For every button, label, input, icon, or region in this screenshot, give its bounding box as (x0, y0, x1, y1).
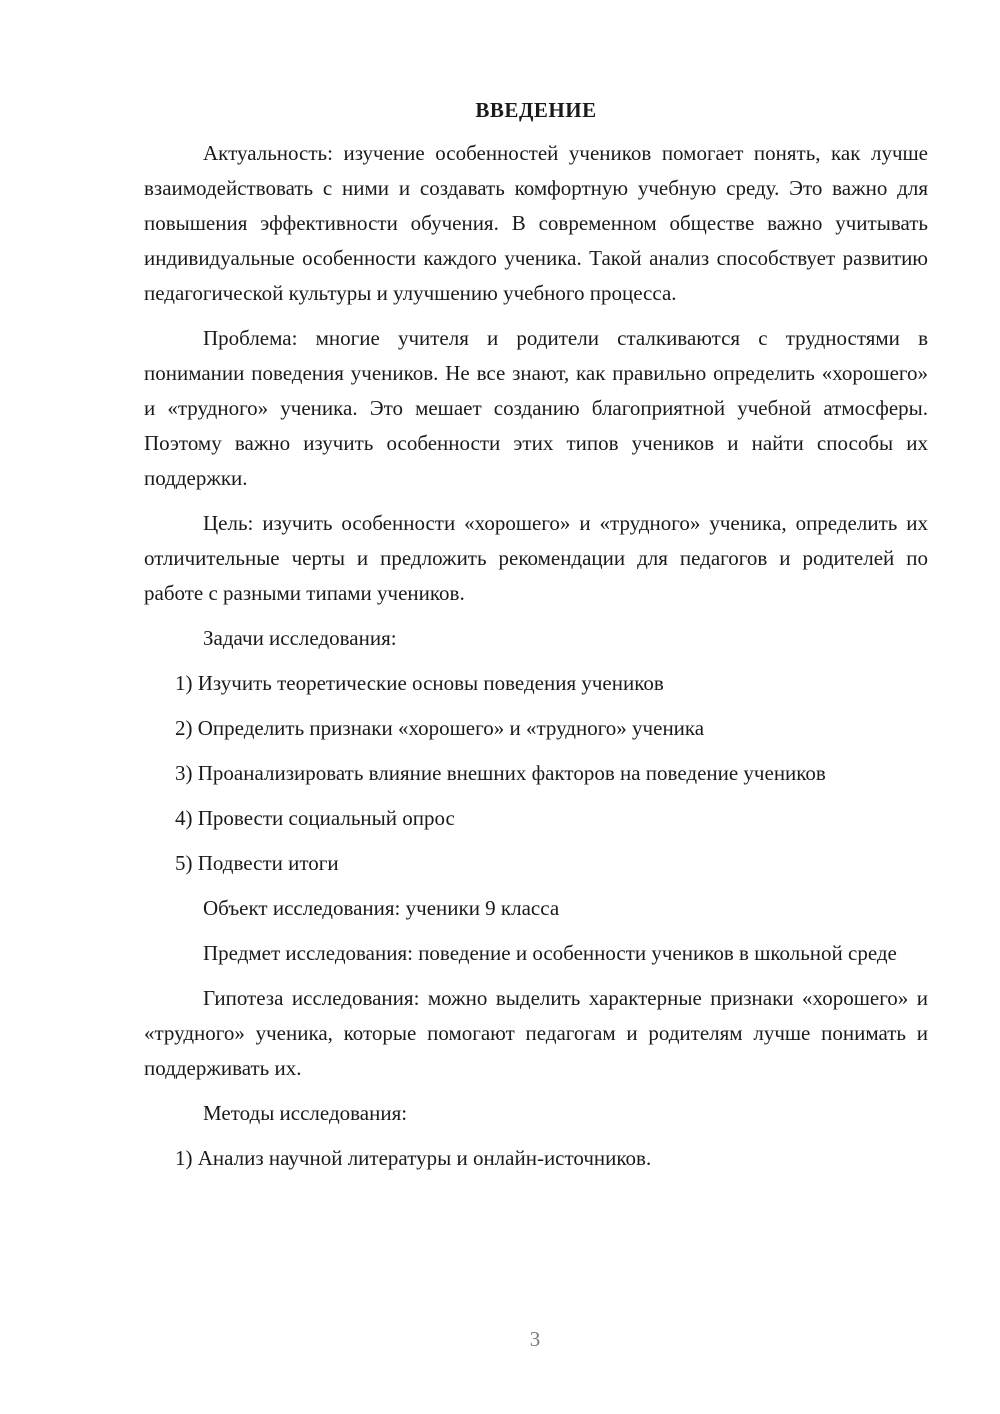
goal-paragraph: Цель: изучить особенности «хорошего» и «трудного» ученика, определить их отличительные черты и предложить рекомендации для педагогов и родителей по работе с разными типами учеников. (144, 511, 928, 605)
methods-heading: Методы исследования: (203, 1101, 408, 1125)
method-item-1: 1) Анализ научной литературы и онлайн-источников. (175, 1146, 652, 1170)
page-number: 3 (529, 1327, 541, 1351)
task-item-2: 2) Определить признаки «хорошего» и «трудного» ученика (175, 716, 705, 740)
task-item-5: 5) Подвести итоги (175, 851, 339, 875)
object-line: Объект исследования: ученики 9 класса (203, 896, 560, 920)
problem-paragraph: Проблема: многие учителя и родители сталкиваются с трудностями в понимании поведения учеников. Не все знают, как правильно определить «хорошего» и «трудного» ученика. Это мешает созданию благоприятной учебной атмосферы. Поэтому важно изучить особенности этих типов учеников и найти способы их поддержки. (144, 326, 928, 490)
document-page (144, 92, 928, 1186)
section-title: ВВЕДЕНИЕ (475, 98, 597, 122)
task-item-1: 1) Изучить теоретические основы поведения учеников (175, 671, 664, 695)
tasks-heading: Задачи исследования: (203, 626, 397, 650)
task-item-4: 4) Провести социальный опрос (175, 806, 455, 830)
task-item-3: 3) Проанализировать влияние внешних факторов на поведение учеников (175, 761, 826, 785)
hypothesis-paragraph: Гипотеза исследования: можно выделить характерные признаки «хорошего» и «трудного» ученика, которые помогают педагогам и родителям лучше понимать и поддерживать их. (144, 986, 928, 1080)
relevance-paragraph: Актуальность: изучение особенностей учеников помогает понять, как лучше взаимодействовать с ними и создавать комфортную учебную среду. Это важно для повышения эффективности обучения. В современном обществе важно учитывать индивидуальные особенности каждого ученика. Такой анализ способствует развитию педагогической культуры и улучшению учебного процесса. (144, 141, 928, 305)
subject-paragraph: Предмет исследования: поведение и особенности учеников в школьной среде (203, 941, 897, 965)
